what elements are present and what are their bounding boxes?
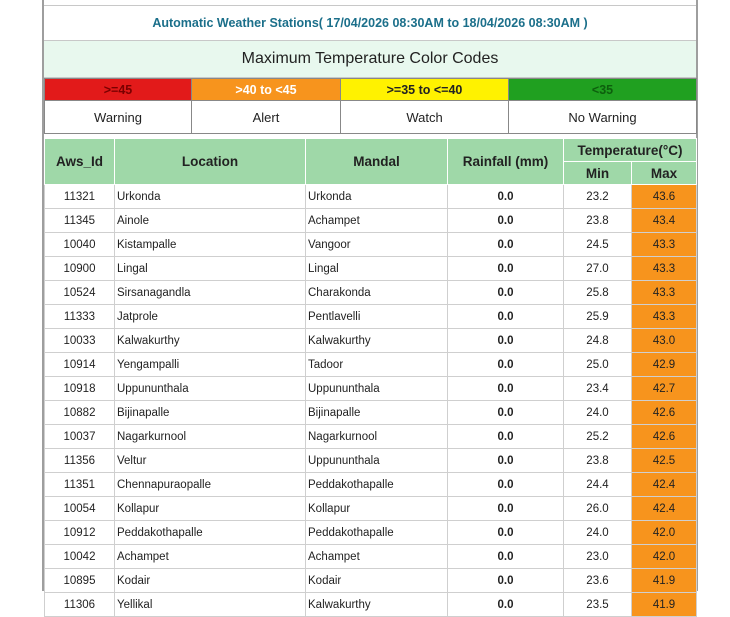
cell-max-temp: 42.7 xyxy=(632,377,697,401)
cell-min-temp: 24.8 xyxy=(564,329,632,353)
cell-aws-id: 11306 xyxy=(45,593,115,617)
table-row xyxy=(45,401,697,425)
table-row xyxy=(45,449,697,473)
cell-aws-id: 10918 xyxy=(45,377,115,401)
legend-swatch: >=45 xyxy=(45,79,192,101)
cell-aws-id: 11333 xyxy=(45,305,115,329)
cell-location: Yellikal xyxy=(115,593,306,617)
cell-location: Veltur xyxy=(115,449,306,473)
cell-max-temp: 41.9 xyxy=(632,569,697,593)
column-header-max[interactable]: Max xyxy=(632,162,697,185)
cell-rainfall: 0.0 xyxy=(448,257,564,281)
cell-location: Peddakothapalle xyxy=(115,521,306,545)
cell-rainfall: 0.0 xyxy=(448,329,564,353)
cell-mandal: Charakonda xyxy=(306,281,448,305)
cell-rainfall: 0.0 xyxy=(448,449,564,473)
cell-rainfall: 0.0 xyxy=(448,521,564,545)
table-row xyxy=(45,257,697,281)
cell-aws-id: 11321 xyxy=(45,185,115,209)
cell-location: Achampet xyxy=(115,545,306,569)
cell-location: Ainole xyxy=(115,209,306,233)
cell-mandal: Kalwakurthy xyxy=(306,329,448,353)
cell-location: Kistampalle xyxy=(115,233,306,257)
table-row xyxy=(45,281,697,305)
cell-max-temp: 43.4 xyxy=(632,209,697,233)
cell-mandal: Bijinapalle xyxy=(306,401,448,425)
cell-max-temp: 41.9 xyxy=(632,593,697,617)
table-row xyxy=(45,233,697,257)
cell-mandal: Achampet xyxy=(306,209,448,233)
column-header-location[interactable]: Location xyxy=(115,139,306,185)
cell-min-temp: 23.8 xyxy=(564,449,632,473)
table-row xyxy=(45,569,697,593)
cell-min-temp: 23.4 xyxy=(564,377,632,401)
table-row xyxy=(45,185,697,209)
cell-rainfall: 0.0 xyxy=(448,353,564,377)
cell-mandal: Nagarkurnool xyxy=(306,425,448,449)
table-row xyxy=(45,377,697,401)
cell-mandal: Vangoor xyxy=(306,233,448,257)
cell-rainfall: 0.0 xyxy=(448,281,564,305)
cell-aws-id: 10900 xyxy=(45,257,115,281)
cell-rainfall: 0.0 xyxy=(448,545,564,569)
report-subtitle: Automatic Weather Stations( 17/04/2026 08:30AM to 18/04/2026 08:30AM ) xyxy=(44,6,696,40)
cell-aws-id: 10037 xyxy=(45,425,115,449)
cell-rainfall: 0.0 xyxy=(448,425,564,449)
cell-rainfall: 0.0 xyxy=(448,185,564,209)
cell-location: Kalwakurthy xyxy=(115,329,306,353)
table-row xyxy=(45,425,697,449)
cell-mandal: Uppununthala xyxy=(306,377,448,401)
column-header-aws-id[interactable]: Aws_Id xyxy=(45,139,115,185)
cell-rainfall: 0.0 xyxy=(448,593,564,617)
cell-min-temp: 24.0 xyxy=(564,401,632,425)
color-codes-title: Maximum Temperature Color Codes xyxy=(44,40,696,78)
cell-min-temp: 23.5 xyxy=(564,593,632,617)
table-row xyxy=(45,329,697,353)
cell-max-temp: 42.9 xyxy=(632,353,697,377)
cell-rainfall: 0.0 xyxy=(448,473,564,497)
cell-mandal: Kodair xyxy=(306,569,448,593)
cell-aws-id: 10912 xyxy=(45,521,115,545)
cell-aws-id: 11351 xyxy=(45,473,115,497)
legend-swatch: <35 xyxy=(509,79,697,101)
legend-swatch-row xyxy=(45,79,697,101)
cell-location: Urkonda xyxy=(115,185,306,209)
table-row xyxy=(45,353,697,377)
legend-label-row xyxy=(45,101,697,134)
cell-max-temp: 43.3 xyxy=(632,257,697,281)
cell-min-temp: 23.6 xyxy=(564,569,632,593)
cell-mandal: Achampet xyxy=(306,545,448,569)
cell-max-temp: 42.4 xyxy=(632,473,697,497)
legend-label: Watch xyxy=(341,101,509,134)
cell-mandal: Peddakothapalle xyxy=(306,473,448,497)
cell-location: Lingal xyxy=(115,257,306,281)
cell-max-temp: 43.3 xyxy=(632,281,697,305)
cell-max-temp: 42.6 xyxy=(632,425,697,449)
cell-location: Uppununthala xyxy=(115,377,306,401)
cell-aws-id: 11345 xyxy=(45,209,115,233)
table-row xyxy=(45,521,697,545)
cell-min-temp: 24.4 xyxy=(564,473,632,497)
legend-swatch: >40 to <45 xyxy=(192,79,341,101)
table-row xyxy=(45,209,697,233)
cell-min-temp: 27.0 xyxy=(564,257,632,281)
cell-aws-id: 10914 xyxy=(45,353,115,377)
cell-min-temp: 23.2 xyxy=(564,185,632,209)
cell-location: Chennapuraopalle xyxy=(115,473,306,497)
cell-rainfall: 0.0 xyxy=(448,497,564,521)
cell-location: Kollapur xyxy=(115,497,306,521)
cell-min-temp: 23.8 xyxy=(564,209,632,233)
cell-min-temp: 24.0 xyxy=(564,521,632,545)
color-code-legend xyxy=(44,78,697,134)
legend-label: Alert xyxy=(192,101,341,134)
cell-min-temp: 25.8 xyxy=(564,281,632,305)
cell-min-temp: 25.9 xyxy=(564,305,632,329)
legend-swatch: >=35 to <=40 xyxy=(341,79,509,101)
weather-report-panel xyxy=(42,0,698,611)
cell-max-temp: 43.6 xyxy=(632,185,697,209)
cell-location: Kodair xyxy=(115,569,306,593)
table-row xyxy=(45,497,697,521)
table-body xyxy=(45,185,697,617)
column-header-mandal[interactable]: Mandal xyxy=(306,139,448,185)
cell-mandal: Kollapur xyxy=(306,497,448,521)
cell-max-temp: 42.0 xyxy=(632,545,697,569)
cell-min-temp: 25.2 xyxy=(564,425,632,449)
cell-max-temp: 42.5 xyxy=(632,449,697,473)
legend-label: Warning xyxy=(45,101,192,134)
legend-label: No Warning xyxy=(509,101,697,134)
column-header-temperature: Temperature(°C) xyxy=(564,139,697,162)
cell-location: Nagarkurnool xyxy=(115,425,306,449)
cell-aws-id: 10040 xyxy=(45,233,115,257)
weather-stations-table xyxy=(44,138,697,617)
cell-mandal: Uppununthala xyxy=(306,449,448,473)
cell-rainfall: 0.0 xyxy=(448,569,564,593)
table-row xyxy=(45,473,697,497)
column-header-rainfall[interactable]: Rainfall (mm) xyxy=(448,139,564,185)
cell-mandal: Pentlavelli xyxy=(306,305,448,329)
cell-min-temp: 23.0 xyxy=(564,545,632,569)
cell-min-temp: 25.0 xyxy=(564,353,632,377)
table-row xyxy=(45,545,697,569)
cell-aws-id: 10895 xyxy=(45,569,115,593)
cell-aws-id: 11356 xyxy=(45,449,115,473)
table-row xyxy=(45,593,697,617)
cell-min-temp: 26.0 xyxy=(564,497,632,521)
cell-rainfall: 0.0 xyxy=(448,401,564,425)
cell-aws-id: 10882 xyxy=(45,401,115,425)
cell-mandal: Urkonda xyxy=(306,185,448,209)
table-row xyxy=(45,305,697,329)
cell-aws-id: 10042 xyxy=(45,545,115,569)
cell-aws-id: 10054 xyxy=(45,497,115,521)
cell-location: Bijinapalle xyxy=(115,401,306,425)
cell-min-temp: 24.5 xyxy=(564,233,632,257)
cell-max-temp: 43.3 xyxy=(632,305,697,329)
cell-rainfall: 0.0 xyxy=(448,233,564,257)
cell-mandal: Kalwakurthy xyxy=(306,593,448,617)
cell-max-temp: 42.6 xyxy=(632,401,697,425)
cell-location: Jatprole xyxy=(115,305,306,329)
cell-location: Sirsanagandla xyxy=(115,281,306,305)
cell-max-temp: 43.0 xyxy=(632,329,697,353)
cell-rainfall: 0.0 xyxy=(448,305,564,329)
cell-mandal: Lingal xyxy=(306,257,448,281)
cell-max-temp: 43.3 xyxy=(632,233,697,257)
cell-rainfall: 0.0 xyxy=(448,377,564,401)
cell-mandal: Tadoor xyxy=(306,353,448,377)
cell-mandal: Peddakothapalle xyxy=(306,521,448,545)
cell-aws-id: 10524 xyxy=(45,281,115,305)
cell-location: Yengampalli xyxy=(115,353,306,377)
column-header-min[interactable]: Min xyxy=(564,162,632,185)
cell-max-temp: 42.0 xyxy=(632,521,697,545)
cell-rainfall: 0.0 xyxy=(448,209,564,233)
cell-aws-id: 10033 xyxy=(45,329,115,353)
cell-max-temp: 42.4 xyxy=(632,497,697,521)
